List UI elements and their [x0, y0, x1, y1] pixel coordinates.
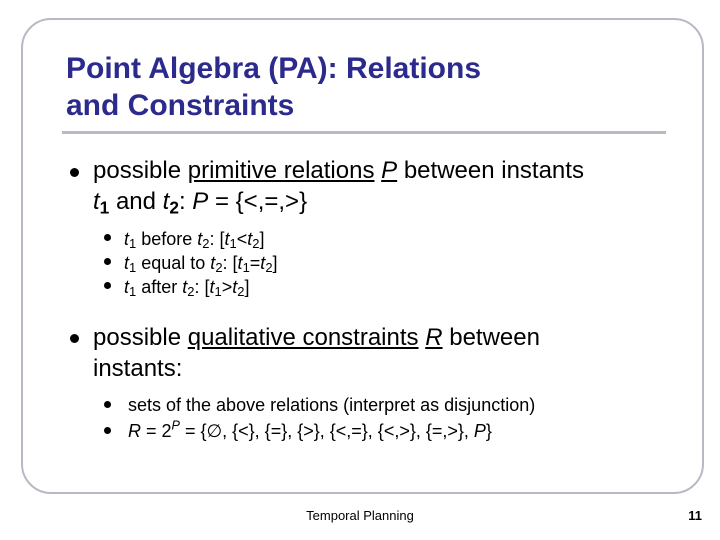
variable: t [162, 188, 170, 215]
text-run: : [ [222, 253, 238, 273]
text-run: ] [272, 253, 278, 273]
variable: t [124, 253, 130, 273]
bullet-2-line-2: instants: [93, 355, 183, 382]
variable: t [182, 277, 188, 297]
subscript: 1 [129, 284, 137, 300]
operator: = [249, 253, 261, 273]
underlined-term: R [425, 324, 443, 351]
underlined-term: P [381, 157, 398, 184]
sub-bullet-marker [104, 258, 111, 265]
variable: t [260, 253, 266, 273]
variable: P [192, 188, 209, 215]
subscript: 1 [229, 236, 237, 252]
variable: t [209, 277, 215, 297]
bullet-2-line-1 [93, 322, 663, 353]
variable: t [224, 229, 230, 249]
text-run: possible [93, 324, 188, 351]
title-divider [62, 131, 666, 134]
variable: R [128, 421, 141, 441]
variable: t [197, 229, 203, 249]
text-run: possible [93, 157, 188, 184]
text-run: = {<,=,>} [208, 188, 308, 215]
slide-title [66, 50, 666, 124]
sub-bullet-powerset [128, 419, 492, 443]
bullet-1-line-1 [93, 155, 663, 186]
text-run: ] [244, 277, 250, 297]
sub-bullet-before [124, 227, 265, 251]
operator: < [236, 229, 248, 249]
variable: t [237, 253, 243, 273]
text-run: equal to [136, 253, 211, 273]
subscript: 1 [242, 260, 250, 276]
subscript: 2 [169, 197, 179, 218]
subscript: 1 [99, 197, 110, 218]
text-run: : [ [209, 229, 225, 249]
sub-bullet-marker [104, 282, 111, 289]
superscript: P [171, 418, 180, 433]
text-run: ] [259, 229, 265, 249]
text-run: before [136, 229, 198, 249]
page-number: 11 [688, 508, 702, 523]
variable: t [232, 277, 238, 297]
sub-bullet-equal [124, 251, 278, 275]
text-run: between instants [397, 157, 584, 184]
variable: t [210, 253, 216, 273]
subscript: 2 [187, 284, 195, 300]
sub-bullet-after [124, 275, 250, 299]
subscript: 2 [215, 260, 223, 276]
text-run: between [442, 324, 540, 351]
subscript: 2 [202, 236, 210, 252]
text-run: after [136, 277, 183, 297]
subscript: 1 [214, 284, 222, 300]
sub-bullet-marker [104, 401, 111, 408]
variable: t [124, 229, 130, 249]
bullet-1-marker [70, 168, 79, 177]
text-run: = 2 [141, 421, 172, 441]
text-run: = {∅, {<}, {=}, {>}, {<,=}, {<,>}, {=,>}, [179, 421, 474, 441]
underlined-term: primitive relations [187, 157, 375, 184]
footer-title: Temporal Planning [306, 508, 414, 523]
title-line-2: and Constraints [66, 89, 295, 122]
subscript: 2 [252, 236, 260, 252]
bullet-2-text [93, 322, 663, 384]
subscript: 1 [129, 260, 137, 276]
variable: P [473, 421, 486, 441]
operator: > [221, 277, 233, 297]
sub-bullet-marker [104, 234, 111, 241]
sub-bullet-marker [104, 427, 111, 434]
text-run: : [ [194, 277, 210, 297]
variable: t [247, 229, 253, 249]
sub-bullet-sets: sets of the above relations (interpret as disjunction) [128, 395, 536, 415]
bullet-1-text [93, 155, 663, 217]
subscript: 2 [265, 260, 273, 276]
bullet-1-line-2 [93, 186, 663, 217]
text-run: : [178, 188, 193, 215]
variable: t [124, 277, 130, 297]
subscript: 2 [237, 284, 245, 300]
text-run: and [109, 188, 163, 215]
underlined-term: qualitative constraints [187, 324, 419, 351]
bullet-2-marker [70, 334, 79, 343]
text-run: } [485, 421, 492, 441]
subscript: 1 [129, 236, 137, 252]
title-line-1: Point Algebra (PA): Relations [66, 52, 482, 85]
variable: t [93, 188, 100, 215]
